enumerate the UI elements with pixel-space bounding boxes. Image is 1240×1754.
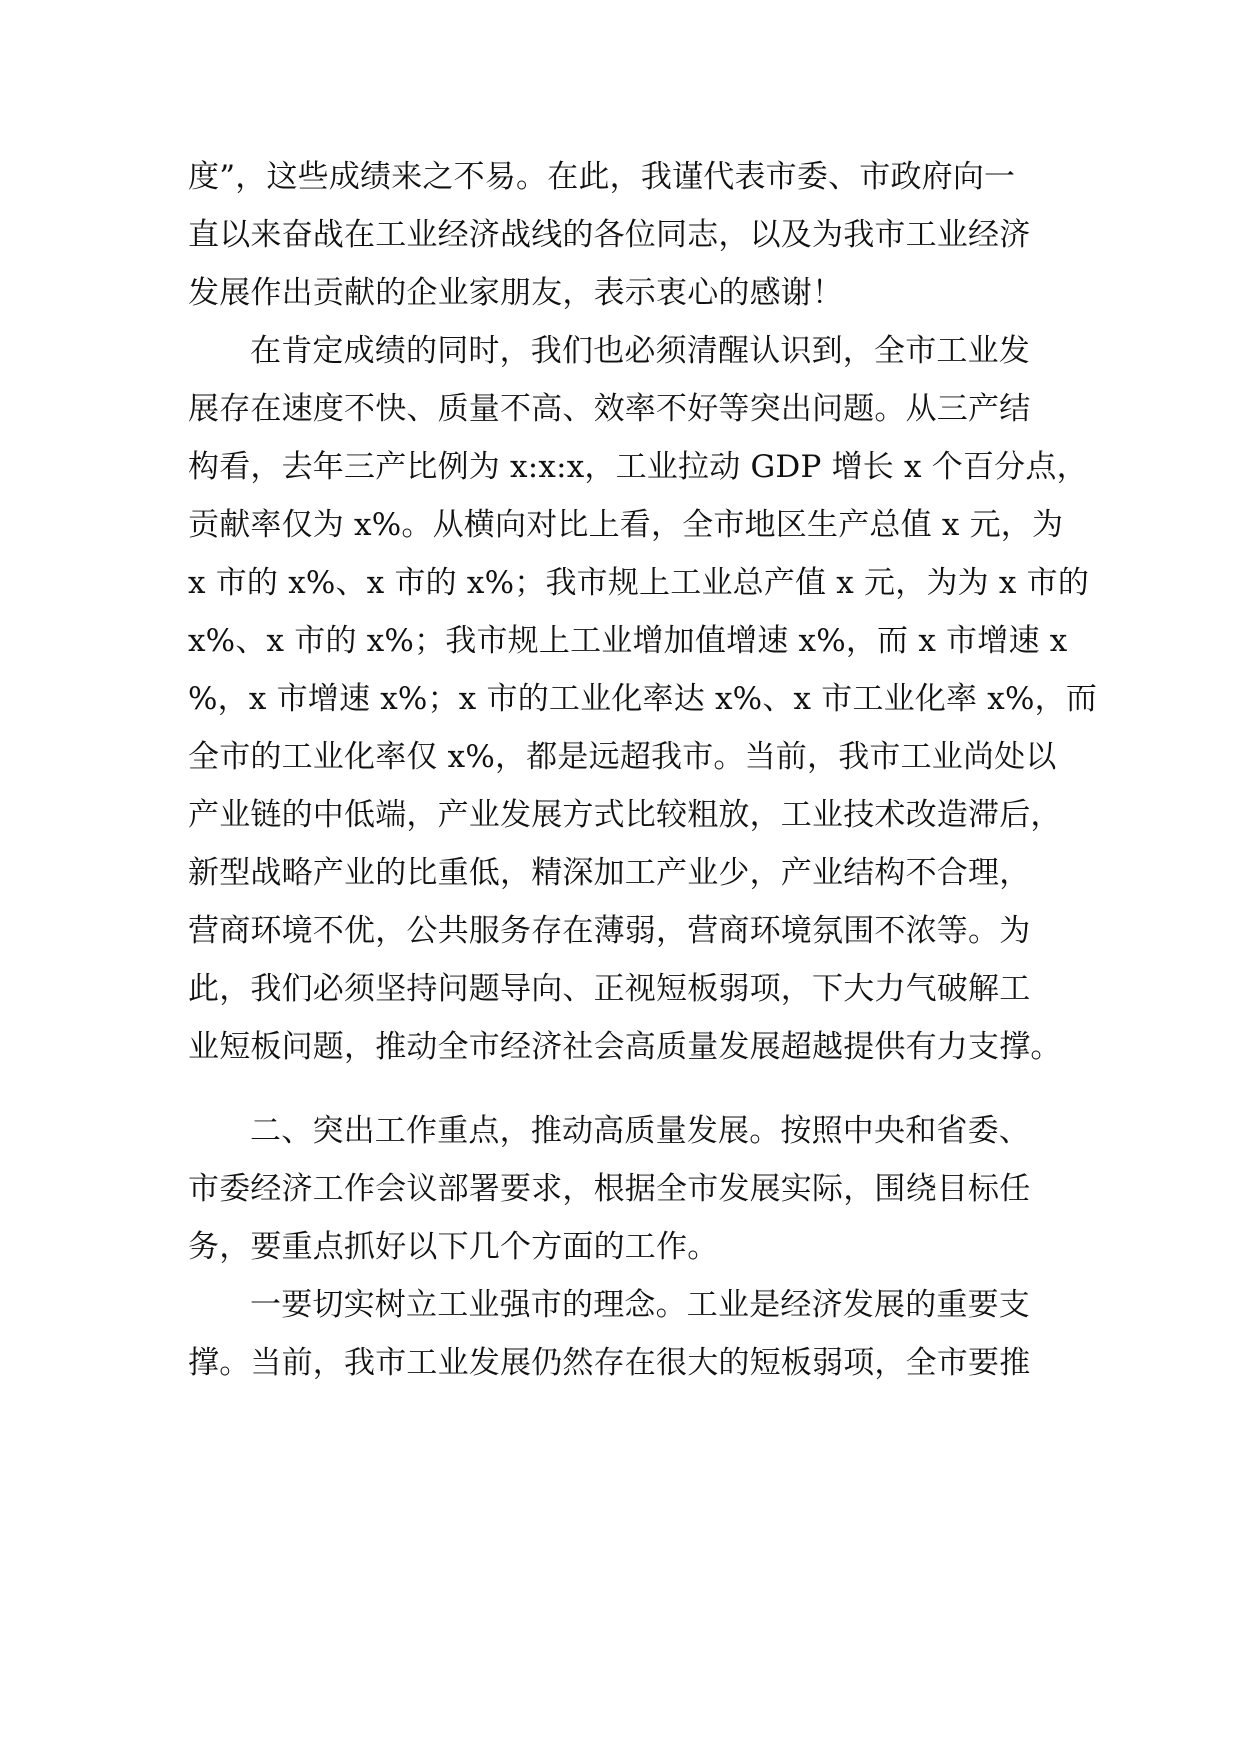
text-line: 务，要重点抓好以下几个方面的工作。	[188, 1229, 719, 1265]
text-line: 市委经济工作会议部署要求，根据全市发展实际，围绕目标任	[188, 1171, 1031, 1207]
text-line: 新型战略产业的比重低，精深加工产业少，产业结构不合理，	[188, 855, 1031, 891]
section-heading-line: 二、突出工作重点，推动高质量发展。按照中央和省委、	[250, 1113, 1030, 1149]
text-line: 此，我们必须坚持问题导向、正视短板弱项，下大力气破解工	[188, 971, 1031, 1007]
text-line: 贡献率仅为 x%。从横向对比上看，全市地区生产总值 x 元，为	[188, 507, 1064, 543]
text-line: x%、x 市的 x%；我市规上工业增加值增速 x%，而 x 市增速 x	[188, 623, 1068, 659]
text-line: 营商环境不优，公共服务存在薄弱，营商环境氛围不浓等。为	[188, 913, 1031, 949]
text-line: x 市的 x%、x 市的 x%；我市规上工业总产值 x 元，为为 x 市的	[188, 565, 1090, 601]
text-line: 直以来奋战在工业经济战线的各位同志，以及为我市工业经济	[188, 217, 1031, 253]
text-line: 业短板问题，推动全市经济社会高质量发展超越提供有力支撑。	[188, 1029, 1062, 1065]
text-line: 全市的工业化率仅 x%，都是远超我市。当前，我市工业尚处以	[188, 739, 1057, 775]
text-line: 产业链的中低端，产业发展方式比较粗放，工业技术改造滞后，	[188, 797, 1062, 833]
paragraph-first-line: 一要切实树立工业强市的理念。工业是经济发展的重要支	[250, 1287, 1030, 1323]
paragraph-first-line: 在肯定成绩的同时，我们也必须清醒认识到，全市工业发	[250, 333, 1030, 369]
text-line: 发展作出贡献的企业家朋友，表示衷心的感谢！	[188, 275, 844, 311]
text-line: 展存在速度不快、质量不高、效率不好等突出问题。从三产结	[188, 391, 1031, 427]
text-line: 度”，这些成绩来之不易。在此，我谨代表市委、市政府向一	[188, 159, 1016, 195]
text-line: 构看，去年三产比例为 x:x:x，工业拉动 GDP 增长 x 个百分点，	[188, 449, 1088, 485]
text-line: %，x 市增速 x%；x 市的工业化率达 x%、x 市工业化率 x%，而	[188, 681, 1098, 717]
text-line: 撑。当前，我市工业发展仍然存在很大的短板弱项，全市要推	[188, 1345, 1031, 1381]
